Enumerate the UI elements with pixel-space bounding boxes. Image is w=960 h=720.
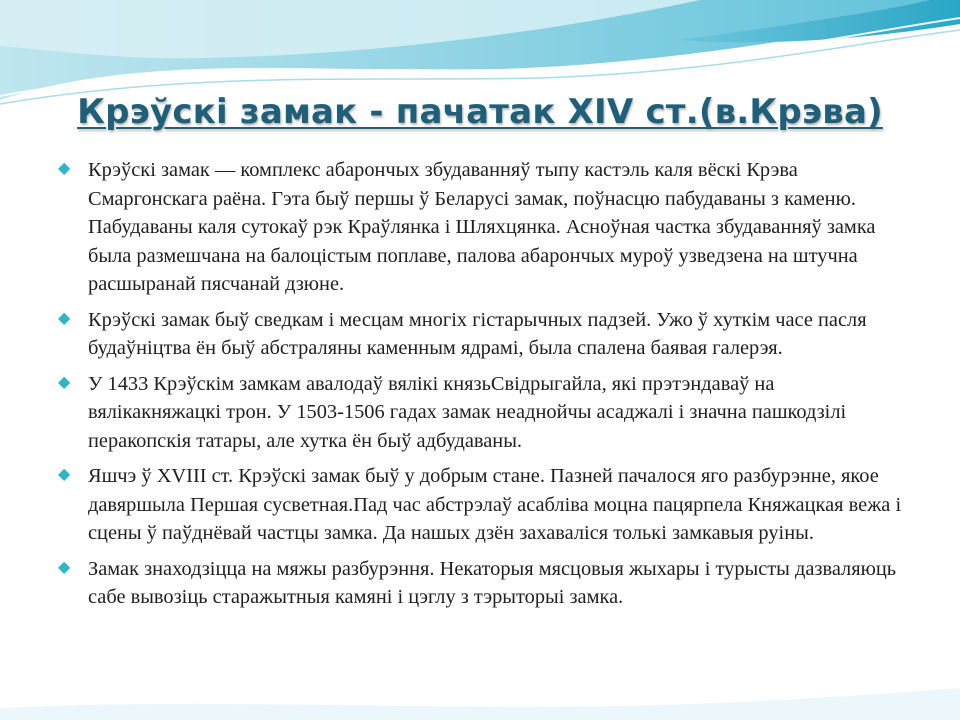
footer-wave-decoration (0, 680, 960, 720)
bullet-item (58, 555, 908, 612)
bullet-text: Замак знаходзіцца на мяжы разбурэння. Некаторыя мясцовыя жыхары і турысты дазваляюць сабе вывозіць старажытныя камяні і цэглу з тэрыторыі замка. (88, 557, 897, 608)
bullet-text: Яшчэ ў XVIII ст. Крэўскі замак быў у добрым стане. Пазней пачалося яго разбурэнне, якое давяршыла Першая сусветная.Пад час абстрэлаў асабліва моцна пацярпела Княжацкая вежа і сцены ў паўднёвай частцы замка. Да нашых дзён захаваліся толькі замкавыя руіны. (88, 465, 902, 544)
bullet-item (58, 370, 908, 456)
bullet-text: У 1433 Крэўскім замкам авалодаў вялікі князьСвідрыгайла, які прэтэндаваў на вялікакняжацкі трон. У 1503-1506 гадах замак неаднойчы асаджалі і значна пашкодзілі перакопскія татары, але хутка ён быў адбудаваны. (88, 372, 847, 452)
bullet-item (58, 156, 908, 299)
bullet-item (58, 462, 908, 548)
diamond-bullet-icon: ◆ (58, 309, 71, 327)
bullet-text: Крэўскі замак быў сведкам і месцам многіх гістарычных падзей. Ужо ў хуткім часе пасля будаўніцтва ён быў абстраляны каменным ядрамі, была спалена баявая галерэя. (88, 308, 867, 359)
diamond-bullet-icon: ◆ (58, 160, 71, 177)
diamond-bullet-icon: ◆ (58, 466, 71, 483)
bullet-item (58, 306, 908, 363)
diamond-bullet-icon: ◆ (58, 558, 71, 576)
slide-title: Крэўскі замак - пачатак XIV ст.(в.Крэва) (77, 92, 883, 132)
bullet-text: Крэўскі замак — комплекс абарончых збудаванняў тыпу кастэль каля вёскі Крэва Смаргонскага раёна. Гэта быў першы ў Беларусі замак, поўнасцю пабудаваны з каменю. Пабудаваны каля сутокаў рэк Краўлянка і Шляхцянка. Асноўная частка збудаванняў замка была размешчана на балоцістым поплаве, палова абарончых муроў узведзена на штучна расшыранай пясчанай дзюне. (88, 159, 876, 295)
diamond-bullet-icon: ◆ (58, 373, 71, 391)
bullet-list (58, 156, 908, 619)
